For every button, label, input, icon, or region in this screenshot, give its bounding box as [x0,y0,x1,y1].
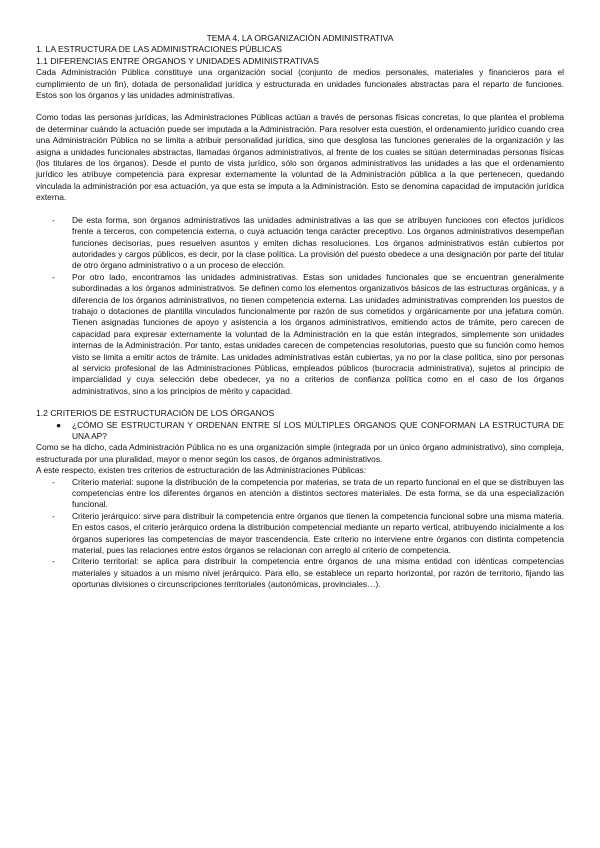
paragraph-personas-juridicas: Como todas las personas jurídicas, las Administraciones Públicas actúan a través de personas físicas concretas, lo que plantea el problema de determinar cuándo la actuación puede ser imputada a la Administración. Para resolver esta cuestión, el ordenamiento jurídico cuando crea una Administración Pública no se limita a atribuir personalidad jurídica, sino que desglosa las funciones generales de la organización y las asigna a unidades funcionales abstractas, llamadas órganos administrativos, al frente de los cuales se sitúan determinadas personas físicas (los titulares de los órganos). Desde el punto de vista jurídico, sólo son órganos administrativos las unidades a las que el ordenamiento jurídico les atribuye competencia para expresar externamente la voluntad de la Administración pública a la que pertenecen, quedando vinculada la administración por esa actuación, ya que esta se imputa a la Administración. Esto se denomina capacidad de imputación jurídica externa. [36,112,564,203]
paragraph-intro: Cada Administración Pública constituye una organización social (conjunto de medios personales, materiales y financieros para el cumplimiento de un fin), dotada de personalidad jurídica y estructurada en unidades funcionales abstractas para el reparto de funciones. Estos son los órganos y las unidades administrativas. [36,67,564,101]
document-title: TEMA 4. LA ORGANIZACIÓN ADMINISTRATIVA [206,33,394,43]
section-heading-1-1: 1.1 DIFERENCIAS ENTRE ÓRGANOS Y UNIDADES ADMINISTRATIVAS [36,55,320,66]
section-heading-1: 1. LA ESTRUCTURA DE LAS ADMINISTRACIONES PÚBLICAS [36,44,282,55]
organos-unidades-list [36,215,564,398]
list-item-criterio-territorial: - Criterio territorial: se aplica para distribuir la competencia entre órganos de una misma entidad con idénticas competencias materiales y situados a un mismo nivel jerárquico. Para ello, se establece un reparto horizontal, por razón de territorio, fijando las oportunas divisiones o circunscripciones territoriales (autonómicas, provinciales…). [72,556,564,590]
paragraph-tres-criterios: A este respecto, existen tres criterios de estructuración de las Administraciones Públicas: [36,465,367,476]
list-item-organos: - De esta forma, son órganos administrativos las unidades administrativas a las que se atribuyen funciones con efectos jurídicos frente a terceros, con competencia externa, o cuya actuación tenga carácter preceptivo. Los órganos administrativos desempeñan funciones decisorias, pues resuelven asuntos y emiten dichas resoluciones. Los órganos administrativos están cubiertos por autoridades y cargos públicos, es decir, por la clase política. La provisión del puesto obedece a una designación por parte del titular de otro órgano administrativo o a un proceso de elección. [72,215,564,272]
section-heading-1-2: 1.2 CRITERIOS DE ESTRUCTURACIÓN DE LOS ÓRGANOS [36,408,275,419]
paragraph-organizacion-compleja: Como se ha dicho, cada Administración Pública no es una organización simple (integrada por un único órgano administrativo), sino compleja, estructurada por una pluralidad, mayor o menor según los casos, de órganos administrativos. [36,442,564,464]
list-item-criterio-material: - Criterio material: supone la distribución de la competencia por materias, se trata de un reparto funcional en el que se distribuyen las competencias entre los diferentes órganos en atención a distintos sectores materiales. De esta forma, se da una especialización funcional. [72,477,564,511]
criterios-list [36,477,564,591]
list-item-unidades: - Por otro lado, encontramos las unidades administrativas. Estas son unidades funcionales que se encuentran generalmente subordinadas a los órganos administrativos. Se definen como los elementos organizativos básicos de las estructuras orgánicas, y a diferencia de los órganos administrativos, no tienen competencia externa. Las unidades administrativas comprenden los puestos de trabajo o dotaciones de plantilla vinculados funcionalmente por razón de sus cometidos y orgánicamente por una jefatura común. Tienen asignadas funciones de apoyo y asistencia a los órganos administrativos, emitiendo actos de trámite, pero carecen de capacidad para expresar externamente la voluntad de la Administración en la que están integrados, simplemente son unidades internas de la Administración. Por tanto, estas unidades carecen de competencias resolutorias, puesto que su función como hemos visto se limita a emitir actos de trámite. Las unidades administrativas están cubiertas, ya no por la clase política, sino por personas al servicio profesional de las Administraciones Públicas, empleados públicos (burocracia administrativa), sujetos al principio de imparcialidad y cuya selección debe obedecer, ya no a criterios de confianza política como en el caso de los órganos administrativos, sino a los principios de mérito y capacidad. [72,272,564,397]
question-text: ¿CÓMO SE ESTRUCTURAN Y ORDENAN ENTRE SÍ LOS MÚLTIPLES ÓRGANOS QUE CONFORMAN LA ESTRUCTURA DE UNA AP? [72,419,564,441]
bullet-icon: ● [56,419,62,430]
list-item-criterio-jerarquico: - Criterio jerárquico: sirve para distribuir la competencia entre órganos que tienen la competencia funcional sobre una misma materia. En estos casos, el criterio jerárquico ordena la distribución competencial mediante un reparto vertical, atribuyendo inicialmente a los órganos superiores las competencias de mayor trascendencia. Este criterio no interviene entre órganos con distinta competencia material, pues las relaciones entre estos órganos se relacionan con arreglo al criterio de competencia. [72,511,564,557]
document-page [36,33,564,591]
question-item [36,420,564,443]
